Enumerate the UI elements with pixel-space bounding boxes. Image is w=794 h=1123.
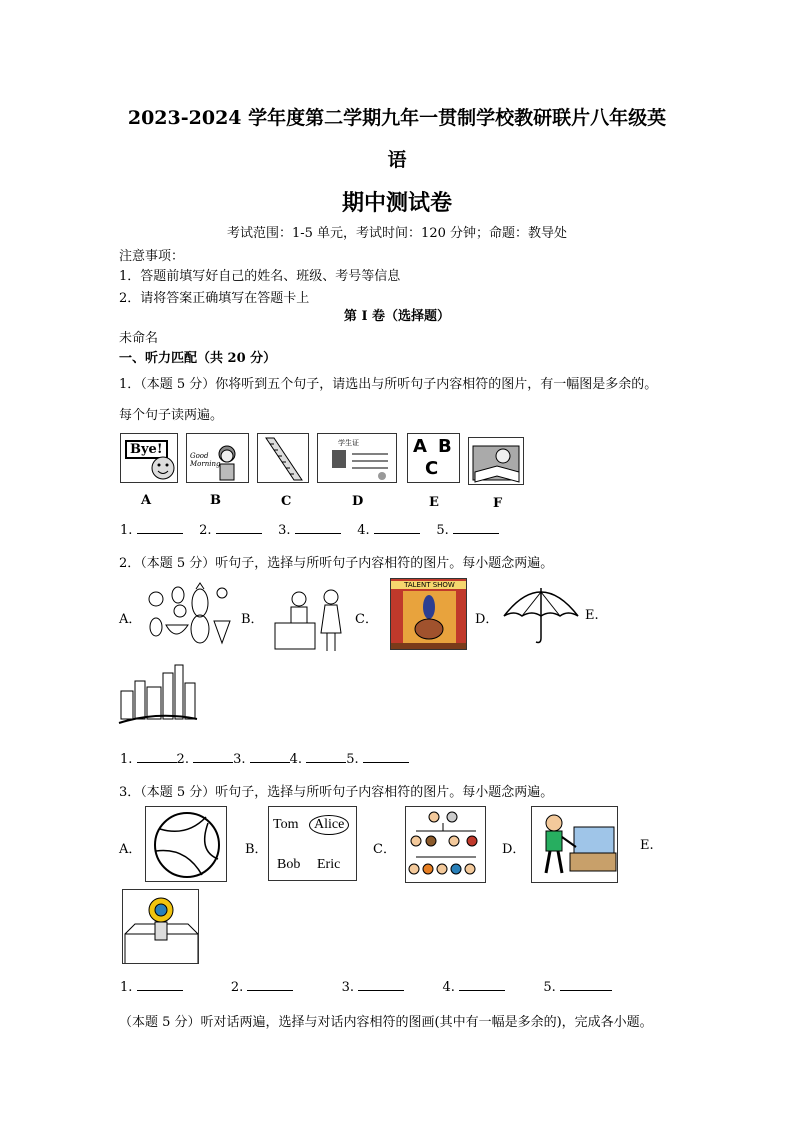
q2-option-b: B． xyxy=(241,612,264,627)
family-tree-icon xyxy=(406,807,486,883)
q1-picture-a xyxy=(120,433,178,483)
name-alice: Alice xyxy=(309,815,349,835)
q2-option-c: C． xyxy=(355,612,378,627)
q3-picture-c xyxy=(405,806,486,883)
smiley-icon xyxy=(121,434,178,483)
exam-info: 考试范围：1-5 单元，考试时间：120 分钟；命题：教导处 xyxy=(226,226,567,241)
q1-picture-f xyxy=(468,437,524,485)
student-card-text: 学生证 xyxy=(338,439,359,447)
q1-blank-4[interactable] xyxy=(374,521,420,534)
fruits-icon xyxy=(144,581,232,649)
notes-heading: 注意事项： xyxy=(119,249,185,264)
q3-blank-3[interactable] xyxy=(358,978,404,991)
q3-picture-e xyxy=(122,889,199,964)
q2-blank-3[interactable] xyxy=(250,750,290,763)
name-tom: Tom xyxy=(273,817,299,832)
note-item-2: 2．请将答案正确填写在答题卡上 xyxy=(119,291,310,306)
section1-title: 一、听力匹配（共 20 分） xyxy=(119,351,277,366)
q3-answer-row: 1. 2. 3. 4. 5. xyxy=(120,978,612,995)
q1-blank-2[interactable] xyxy=(216,521,262,534)
q3-text: 3．（本题 5 分）听句子，选择与所听句子内容相符的图片。每小题念两遍。 xyxy=(119,785,554,800)
letter-c: C xyxy=(425,458,439,479)
q2-option-a: A． xyxy=(119,612,142,627)
q2-blank-4[interactable] xyxy=(306,750,346,763)
note-item-1: 1．答题前填写好自己的姓名、班级、考号等信息 xyxy=(119,269,401,284)
q1-label-f: F xyxy=(493,496,503,511)
talent-show-banner: TALENT SHOW xyxy=(391,581,467,589)
boy-bed-icon xyxy=(532,807,618,883)
q1-blank-3[interactable] xyxy=(295,521,341,534)
q2-text: 2．（本题 5 分）听句子，选择与所听句子内容相符的图片。每小题念两遍。 xyxy=(119,556,554,571)
q1-picture-e xyxy=(407,433,460,483)
q1-label-a: A xyxy=(141,493,152,508)
q4-text: （本题 5 分）听对话两遍，选择与对话内容相符的图画(其中有一幅是多余的)，完成各小题。 xyxy=(119,1015,653,1030)
part1-title: 第 I 卷（选择题） xyxy=(343,309,451,324)
violinist-icon xyxy=(391,579,467,650)
teacher-students-icon xyxy=(271,583,351,653)
q1-picture-b xyxy=(186,433,249,483)
q2-option-e: E. xyxy=(585,608,599,623)
q2-option-d: D． xyxy=(475,612,499,627)
umbrella-icon xyxy=(500,578,582,646)
person-icon xyxy=(187,434,249,483)
q1-blank-1[interactable] xyxy=(137,521,183,534)
q1-answer-row: 1. 2. 3. 4. 5. xyxy=(120,521,499,538)
bye-sign: Bye! xyxy=(125,440,168,459)
volleyball-icon xyxy=(146,807,227,882)
q3-picture-d xyxy=(531,806,618,883)
q3-blank-1[interactable] xyxy=(137,978,183,991)
letter-a: A xyxy=(413,436,427,457)
document-title-line1: 2023-2024 学年度第二学期九年一贯制学校教研联片八年级英 xyxy=(127,107,667,129)
q1-picture-d xyxy=(317,433,397,483)
reading-girl-icon xyxy=(469,438,524,485)
q1-label-b: B xyxy=(210,493,221,508)
q1-blank-5[interactable] xyxy=(453,521,499,534)
good-morning-text: Good Morning xyxy=(190,452,221,468)
q3-picture-b xyxy=(268,806,357,881)
q1-picture-c xyxy=(257,433,309,483)
box-toy-icon xyxy=(123,890,199,964)
q3-option-e: E. xyxy=(640,838,654,853)
q1-label-c: C xyxy=(281,494,292,509)
q3-blank-2[interactable] xyxy=(247,978,293,991)
q2-answer-row: 1. 2. 3. 4. 5. xyxy=(120,750,409,767)
q3-option-c: C． xyxy=(373,842,396,857)
talent-show-picture xyxy=(390,578,467,650)
q3-blank-5[interactable] xyxy=(560,978,612,991)
q3-option-a: A． xyxy=(119,842,142,857)
document-title-line2: 语 xyxy=(387,149,407,171)
q1-label-e: E xyxy=(429,495,439,510)
q1-label-d: D xyxy=(352,494,364,509)
letter-b: B xyxy=(438,436,452,457)
q3-option-d: D． xyxy=(502,842,526,857)
q2-blank-2[interactable] xyxy=(193,750,233,763)
q3-option-b: B． xyxy=(245,842,268,857)
ruler-icon xyxy=(258,434,309,483)
id-card-icon xyxy=(318,434,397,483)
q1-text: 1．（本题 5 分）你将听到五个句子，请选出与所听句子内容相符的图片，有一幅图是多余的。 xyxy=(119,377,658,392)
q1-text-line2: 每个句子读两遍。 xyxy=(119,408,224,423)
q3-blank-4[interactable] xyxy=(459,978,505,991)
unnamed-label: 未命名 xyxy=(119,331,159,346)
q3-picture-a xyxy=(145,806,227,882)
name-bob: Bob xyxy=(277,857,301,872)
q2-blank-5[interactable] xyxy=(363,750,409,763)
q2-blank-1[interactable] xyxy=(137,750,177,763)
document-main-title: 期中测试卷 xyxy=(341,191,452,216)
city-skyline-icon xyxy=(117,663,199,725)
name-eric: Eric xyxy=(317,857,341,872)
